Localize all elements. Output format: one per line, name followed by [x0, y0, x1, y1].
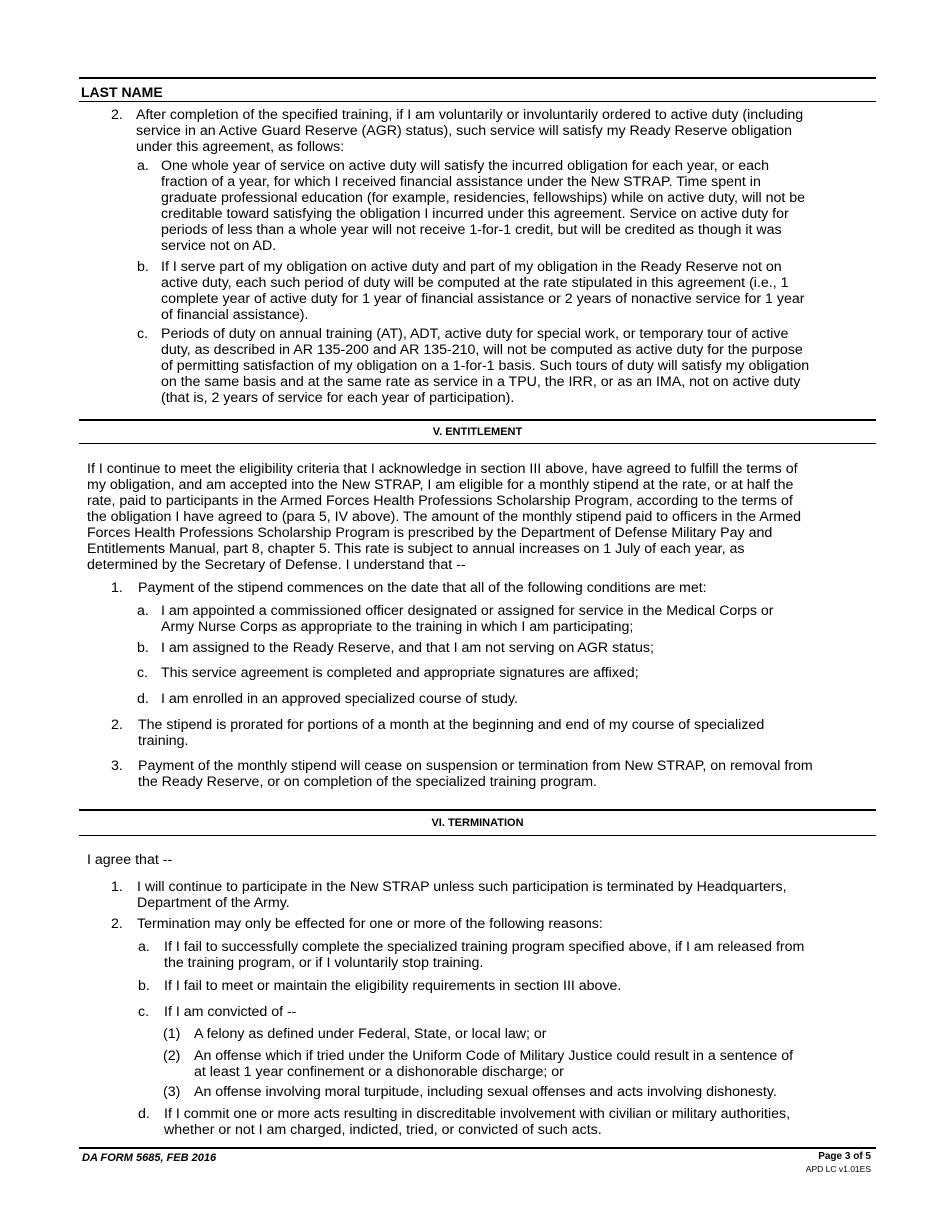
last-name-rule	[79, 101, 876, 102]
vi-sub-d: If I commit one or more acts resulting in discreditable involvement with civilian or military authorities, whether or not I am charged, indicted, tried, or convicted of such acts.	[164, 1106, 791, 1138]
vi-c3-number: (3)	[163, 1084, 181, 1100]
v-item-1: Payment of the stipend commences on the date that all of the following conditions are met:	[138, 580, 707, 596]
v-sub-c-letter: c.	[137, 665, 149, 681]
vi-item-1-number: 1.	[111, 879, 123, 895]
v-item-1-number: 1.	[111, 580, 123, 596]
vi-sub-d-letter: d.	[138, 1106, 150, 1122]
section-vi-bottom-rule	[79, 835, 876, 836]
vi-sub-b-letter: b.	[138, 978, 150, 994]
vi-sub-a: If I fail to successfully complete the specialized training program specified above, if I am released from the training program, or if I voluntarily stop training.	[164, 939, 805, 971]
v-item-2-number: 2.	[111, 717, 123, 733]
v-item-2: The stipend is prorated for portions of a month at the beginning and end of my course of specialized training.	[138, 717, 765, 749]
vi-c2-number: (2)	[163, 1048, 181, 1064]
sub-c-letter: c.	[137, 326, 149, 342]
vi-c1: A felony as defined under Federal, State, or local law; or	[194, 1026, 547, 1042]
page-number: Page 3 of 5	[818, 1151, 871, 1162]
v-sub-a: I am appointed a commissioned officer designated or assigned for service in the Medical Corps or Army Nurse Corps as appropriate to the training in which I am participating;	[161, 603, 774, 635]
form-id: DA FORM 5685, FEB 2016	[82, 1152, 217, 1164]
v-sub-a-letter: a.	[137, 603, 149, 619]
v-sub-d-letter: d.	[137, 691, 149, 707]
v-item-3: Payment of the monthly stipend will cease on suspension or termination from New STRAP, on removal from the Ready Reserve, or on completion of the specialized training program.	[138, 758, 813, 790]
vi-c1-number: (1)	[163, 1026, 181, 1042]
sec4-item-2: After completion of the specified training, if I am voluntarily or involuntarily ordered to active duty (including service in an Active Guard Reserve (AGR) status), such service will satisfy my Ready Reserve obligation under this agreement, as follows:	[136, 107, 804, 155]
section-v-title: V. ENTITLEMENT	[432, 426, 523, 438]
vi-sub-c: If I am convicted of --	[164, 1004, 297, 1020]
v-sub-b: I am assigned to the Ready Reserve, and that I am not serving on AGR status;	[161, 640, 654, 656]
section-vi-top-rule	[79, 809, 876, 811]
vi-sub-b: If I fail to meet or maintain the eligibility requirements in section III above.	[164, 978, 622, 994]
vi-item-1: I will continue to participate in the New STRAP unless such participation is terminated by Headquarters, Department of the Army.	[137, 879, 787, 911]
v-sub-d: I am enrolled in an approved specialized course of study.	[161, 691, 518, 707]
vi-c2: An offense which if tried under the Uniform Code of Military Justice could result in a sentence of at least 1 year confinement or a dishonorable discharge; or	[194, 1048, 794, 1080]
vi-item-2: Termination may only be effected for one or more of the following reasons:	[137, 916, 603, 932]
vi-sub-c-letter: c.	[138, 1004, 150, 1020]
sub-b-letter: b.	[137, 259, 149, 275]
sec4-sub-c: Periods of duty on annual training (AT), ADT, active duty for special work, or temporary tour of active duty, as described in AR 135-200 and AR 135-210, will not be computed as active duty for the purpose of permitting satisfaction of my obligation on a 1-for-1 basis. Such tours of duty will satisfy my obligation on the same basis and at the same rate as service in a TPU, the IRR, or as an IMA, not on active duty (that is, 2 years of service for each year of participation).	[161, 326, 810, 406]
v-item-3-number: 3.	[111, 758, 123, 774]
vi-c3: An offense involving moral turpitude, including sexual offenses and acts involving dishonesty.	[194, 1084, 777, 1100]
last-name-label: LAST NAME	[81, 84, 163, 100]
sec4-sub-b: If I serve part of my obligation on active duty and part of my obligation in the Ready Reserve not on active duty, each such period of duty will be computed at the rate stipulated in this agreement (i.e., 1 complete year of active duty for 1 year of financial assistance or 2 years of nonactive service for 1 year of financial assistance).	[161, 259, 805, 323]
section-v-top-rule	[79, 419, 876, 421]
vi-sub-a-letter: a.	[138, 939, 150, 955]
sec4-sub-a: One whole year of service on active duty will satisfy the incurred obligation for each year, or each fraction of a year, for which I received financial assistance under the New STRAP. Time spent in graduate professional education (for example, residencies, fellowships) while on active duty, will not be creditable toward satisfying the obligation I incurred under this agreement. Service on active duty for periods of less than a whole year will not receive 1-for-1 credit, but will be credited as though it was service not on AD.	[161, 158, 806, 254]
section-vi-title: VI. TERMINATION	[431, 817, 524, 829]
item-2-number: 2.	[111, 107, 123, 123]
section-vi-intro: I agree that --	[87, 852, 173, 868]
sub-a-letter: a.	[137, 158, 149, 174]
v-sub-b-letter: b.	[137, 640, 149, 656]
section-v-bottom-rule	[79, 443, 876, 444]
footer-rule	[79, 1147, 876, 1149]
version-label: APD LC v1.01ES	[805, 1164, 871, 1174]
vi-item-2-number: 2.	[111, 916, 123, 932]
section-v-intro: If I continue to meet the eligibility criteria that I acknowledge in section III above, have agreed to fulfill the terms of my obligation, and am accepted into the New STRAP, I am eligible for a monthly stipend at the rate, or at half the rate, paid to participants in the Armed Forces Health Professions Scholarship Program, according to the terms of the obligation I have agreed to (para 5, IV above). The amount of the monthly stipend paid to officers in the Armed Forces Health Professions Scholarship Program is prescribed by the Department of Defense Military Pay and Entitlements Manual, part 8, chapter 5. This rate is subject to annual increases on 1 July of each year, as determined by the Secretary of Defense. I understand that --	[87, 461, 802, 573]
v-sub-c: This service agreement is completed and appropriate signatures are affixed;	[161, 665, 639, 681]
top-rule	[79, 77, 876, 79]
